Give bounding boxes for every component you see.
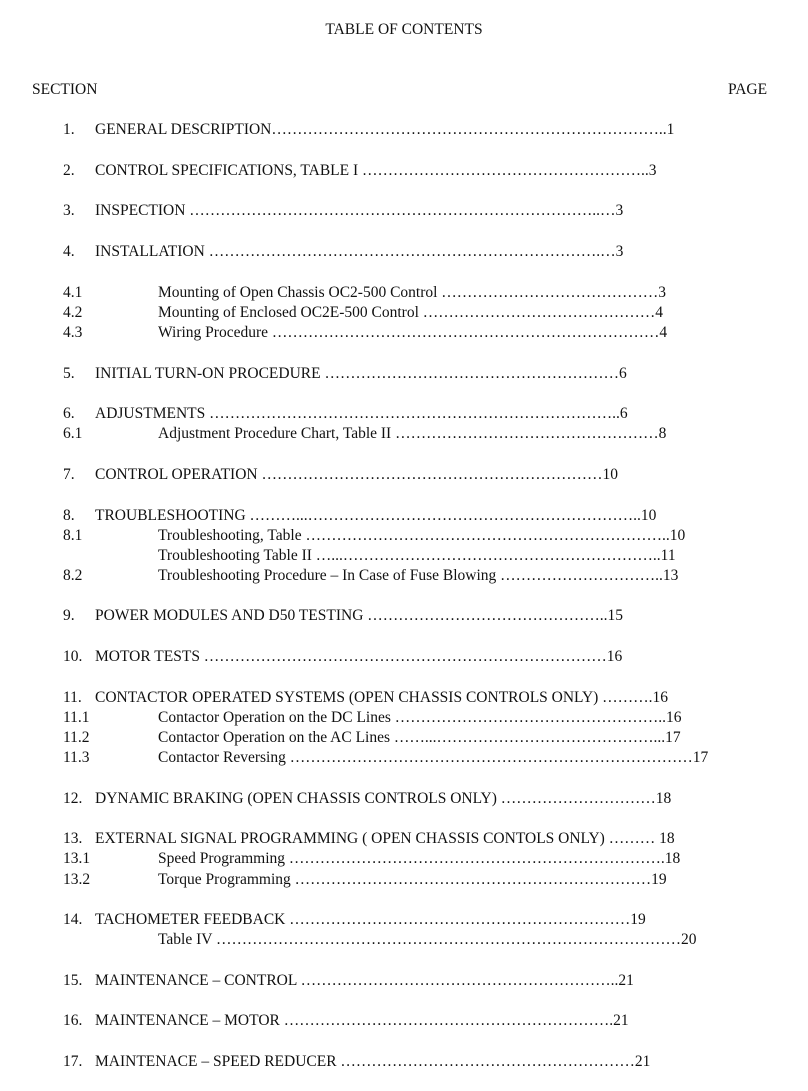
- toc-entry-text: Mounting of Enclosed OC2E-500 Control ………………………………………4: [158, 304, 664, 321]
- toc-entry-text: ADJUSTMENTS ……………………………………………………………………..6: [95, 405, 628, 422]
- toc-entry-number: 3.: [63, 202, 75, 219]
- toc-entry-text: CONTROL OPERATION …………………………………………………………10: [95, 466, 618, 483]
- toc-entry-number: 13.: [63, 830, 83, 847]
- toc-entry-text: Troubleshooting, Table ……………………………………………………………..10: [158, 527, 686, 544]
- toc-entry-text: GENERAL DESCRIPTION…………………………………………………………………..1: [95, 121, 675, 138]
- toc-entry-number: 16.: [63, 1012, 83, 1029]
- toc-entry-number: 14.: [63, 911, 83, 928]
- toc-entry-text: EXTERNAL SIGNAL PROGRAMMING ( OPEN CHASSIS CONTOLS ONLY) ……… 18: [95, 830, 675, 847]
- toc-entry-text: Table IV ………………………………………………………………………………20: [158, 931, 697, 948]
- toc-entry-number: 13.1: [63, 850, 91, 867]
- toc-entry-number: 4.: [63, 243, 75, 260]
- toc-entry-text: Mounting of Open Chassis OC2-500 Control ……………………………………3: [158, 284, 667, 301]
- page-title: TABLE OF CONTENTS: [325, 21, 483, 38]
- toc-entry-number: 6.1: [63, 425, 83, 442]
- toc-entry-number: 17.: [63, 1053, 83, 1070]
- toc-entry-number: 4.3: [63, 324, 83, 341]
- toc-entry-text: Contactor Operation on the DC Lines ……………………………………………..16: [158, 709, 682, 726]
- toc-entry-text: INITIAL TURN-ON PROCEDURE …………………………………………………6: [95, 365, 627, 382]
- toc-entry-text: Adjustment Procedure Chart, Table II ……………………………………………8: [158, 425, 667, 442]
- toc-entry-number: 13.2: [63, 871, 91, 888]
- toc-entry-text: MAINTENACE – SPEED REDUCER …………………………………………………21: [95, 1053, 651, 1070]
- toc-entry-number: 11.2: [63, 729, 90, 746]
- toc-entry-text: Torque Programming ……………………………………………………………19: [158, 871, 667, 888]
- toc-entry-number: 10.: [63, 648, 83, 665]
- toc-entry-text: Wiring Procedure …………………………………………………………………4: [158, 324, 668, 341]
- toc-entry-text: TROUBLESHOOTING ………...………………………………………………………..10: [95, 507, 657, 524]
- page-column-header: PAGE: [728, 81, 768, 98]
- toc-entry-text: Troubleshooting Table II …...……………………………………………………..11: [158, 547, 676, 564]
- toc-entry-text: CONTACTOR OPERATED SYSTEMS (OPEN CHASSIS CONTROLS ONLY) ……….16: [95, 689, 669, 706]
- toc-entry-number: 8.2: [63, 567, 83, 584]
- toc-entry-text: CONTROL SPECIFICATIONS, TABLE I ………………………………………………..3: [95, 162, 657, 179]
- toc-entry-number: 6.: [63, 405, 75, 422]
- toc-entry-text: POWER MODULES AND D50 TESTING ………………………………………..15: [95, 607, 624, 624]
- toc-entry-text: MAINTENANCE – CONTROL ……………………………………………………..21: [95, 972, 634, 989]
- toc-entry-number: 15.: [63, 972, 83, 989]
- toc-entry-number: 9.: [63, 607, 75, 624]
- toc-entry-text: INSPECTION ……………………………………………………………………..…3: [95, 202, 624, 219]
- toc-entry-number: 8.1: [63, 527, 83, 544]
- toc-entry-text: MAINTENANCE – MOTOR ……………………………………………………….21: [95, 1012, 629, 1029]
- toc-entry-text: DYNAMIC BRAKING (OPEN CHASSIS CONTROLS ONLY) …………………………18: [95, 790, 672, 807]
- toc-entry-number: 7.: [63, 466, 75, 483]
- toc-entry-number: 2.: [63, 162, 75, 179]
- toc-entry-text: TACHOMETER FEEDBACK …………………………………………………………19: [95, 911, 646, 928]
- toc-entry-text: Speed Programming ……………………………………………………………….18: [158, 850, 681, 867]
- toc-entry-text: Troubleshooting Procedure – In Case of Fuse Blowing …………………………..13: [158, 567, 679, 584]
- toc-entry-number: 4.2: [63, 304, 83, 321]
- toc-entry-number: 11.3: [63, 749, 90, 766]
- toc-entry-number: 11.1: [63, 709, 90, 726]
- toc-entry-number: 8.: [63, 507, 75, 524]
- toc-entry-number: 12.: [63, 790, 83, 807]
- toc-entry-text: MOTOR TESTS ……………………………………………………………………16: [95, 648, 623, 665]
- toc-entry-text: Contactor Reversing ……………………………………………………………………17: [158, 749, 709, 766]
- toc-entry-number: 5.: [63, 365, 75, 382]
- toc-entry-number: 11.: [63, 689, 82, 706]
- section-column-header: SECTION: [32, 81, 98, 98]
- toc-entry-number: 4.1: [63, 284, 83, 301]
- toc-entry-text: Contactor Operation on the AC Lines ……...……………………………………...17: [158, 729, 681, 746]
- toc-entry-text: INSTALLATION ………………………………………………………………….…3: [95, 243, 624, 260]
- toc-entry-number: 1.: [63, 121, 75, 138]
